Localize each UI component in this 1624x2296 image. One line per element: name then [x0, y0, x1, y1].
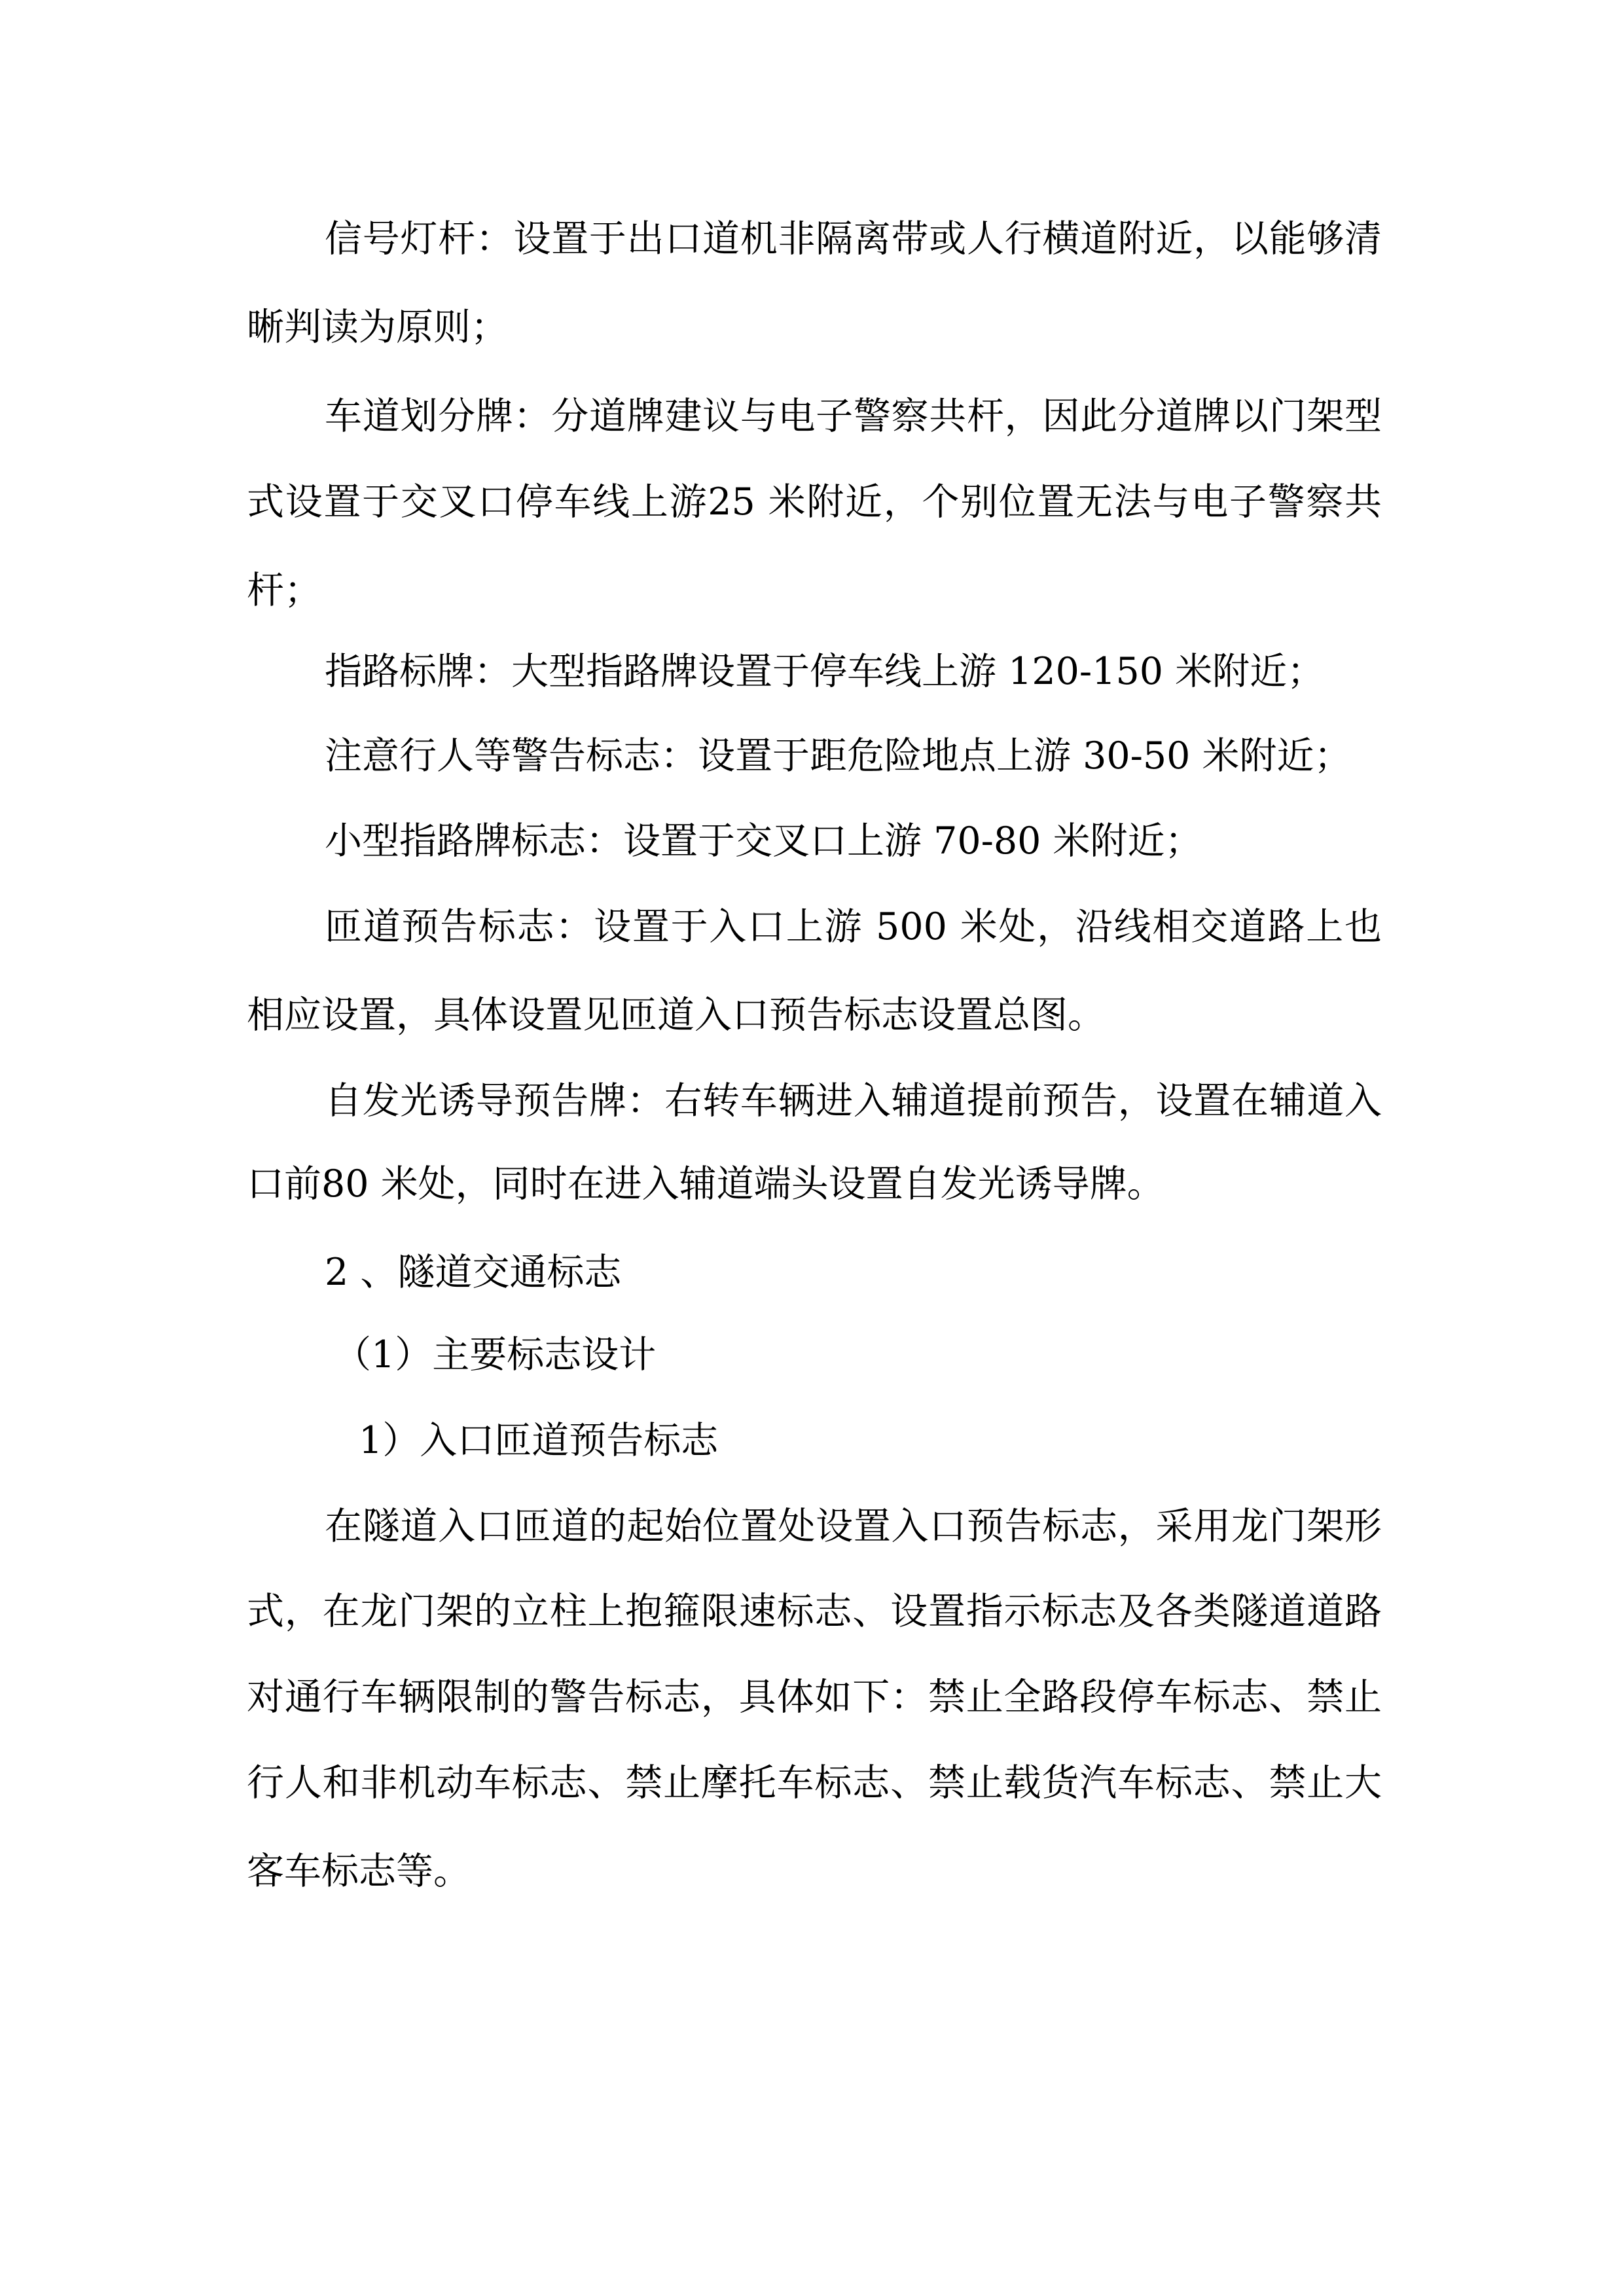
paragraph-line: 杆；: [247, 569, 321, 612]
paragraph-line: 小型指路牌标志：设置于交叉口上游 70-80 米附近；: [325, 819, 1202, 863]
paragraph-line: 式设置于交叉口停车线上游25 米附近，个别位置无法与电子警察共: [247, 480, 1382, 524]
paragraph-line: 信号灯杆：设置于出口道机非隔离带或人行横道附近，以能够清: [325, 217, 1382, 260]
paragraph-line: 在隧道入口匝道的起始位置处设置入口预告标志，采用龙门架形: [325, 1505, 1382, 1548]
paragraph-line: 式，在龙门架的立柱上抱箍限速标志、设置指示标志及各类隧道道路: [247, 1590, 1382, 1633]
paragraph-line: 对通行车辆限制的警告标志，具体如下：禁止全路段停车标志、禁止: [247, 1676, 1382, 1719]
paragraph-line: 晰判读为原则；: [247, 306, 508, 349]
paragraph-line: 注意行人等警告标志：设置于距危险地点上游 30-50 米附近；: [325, 734, 1352, 778]
subsubsection-heading: 1）入口匝道预告标志: [359, 1419, 719, 1462]
paragraph-line: 车道划分牌：分道牌建议与电子警察共杆，因此分道牌以门架型: [325, 395, 1382, 438]
paragraph-line: 指路标牌：大型指路牌设置于停车线上游 120-150 米附近；: [325, 650, 1325, 693]
section-heading: 2 、隧道交通标志: [325, 1251, 622, 1294]
subsection-heading: （1）主要标志设计: [334, 1333, 657, 1376]
paragraph-line: 口前80 米处，同时在进入辅道端头设置自发光诱导牌。: [247, 1162, 1164, 1206]
paragraph-line: 相应设置，具体设置见匝道入口预告标志设置总图。: [247, 994, 1105, 1037]
paragraph-line: 行人和非机动车标志、禁止摩托车标志、禁止载货汽车标志、禁止大: [247, 1761, 1382, 1804]
paragraph-line: 匝道预告标志：设置于入口上游 500 米处，沿线相交道路上也: [325, 905, 1382, 948]
paragraph-line: 自发光诱导预告牌：右转车辆进入辅道提前预告，设置在辅道入: [325, 1079, 1382, 1122]
paragraph-line: 客车标志等。: [247, 1850, 471, 1893]
